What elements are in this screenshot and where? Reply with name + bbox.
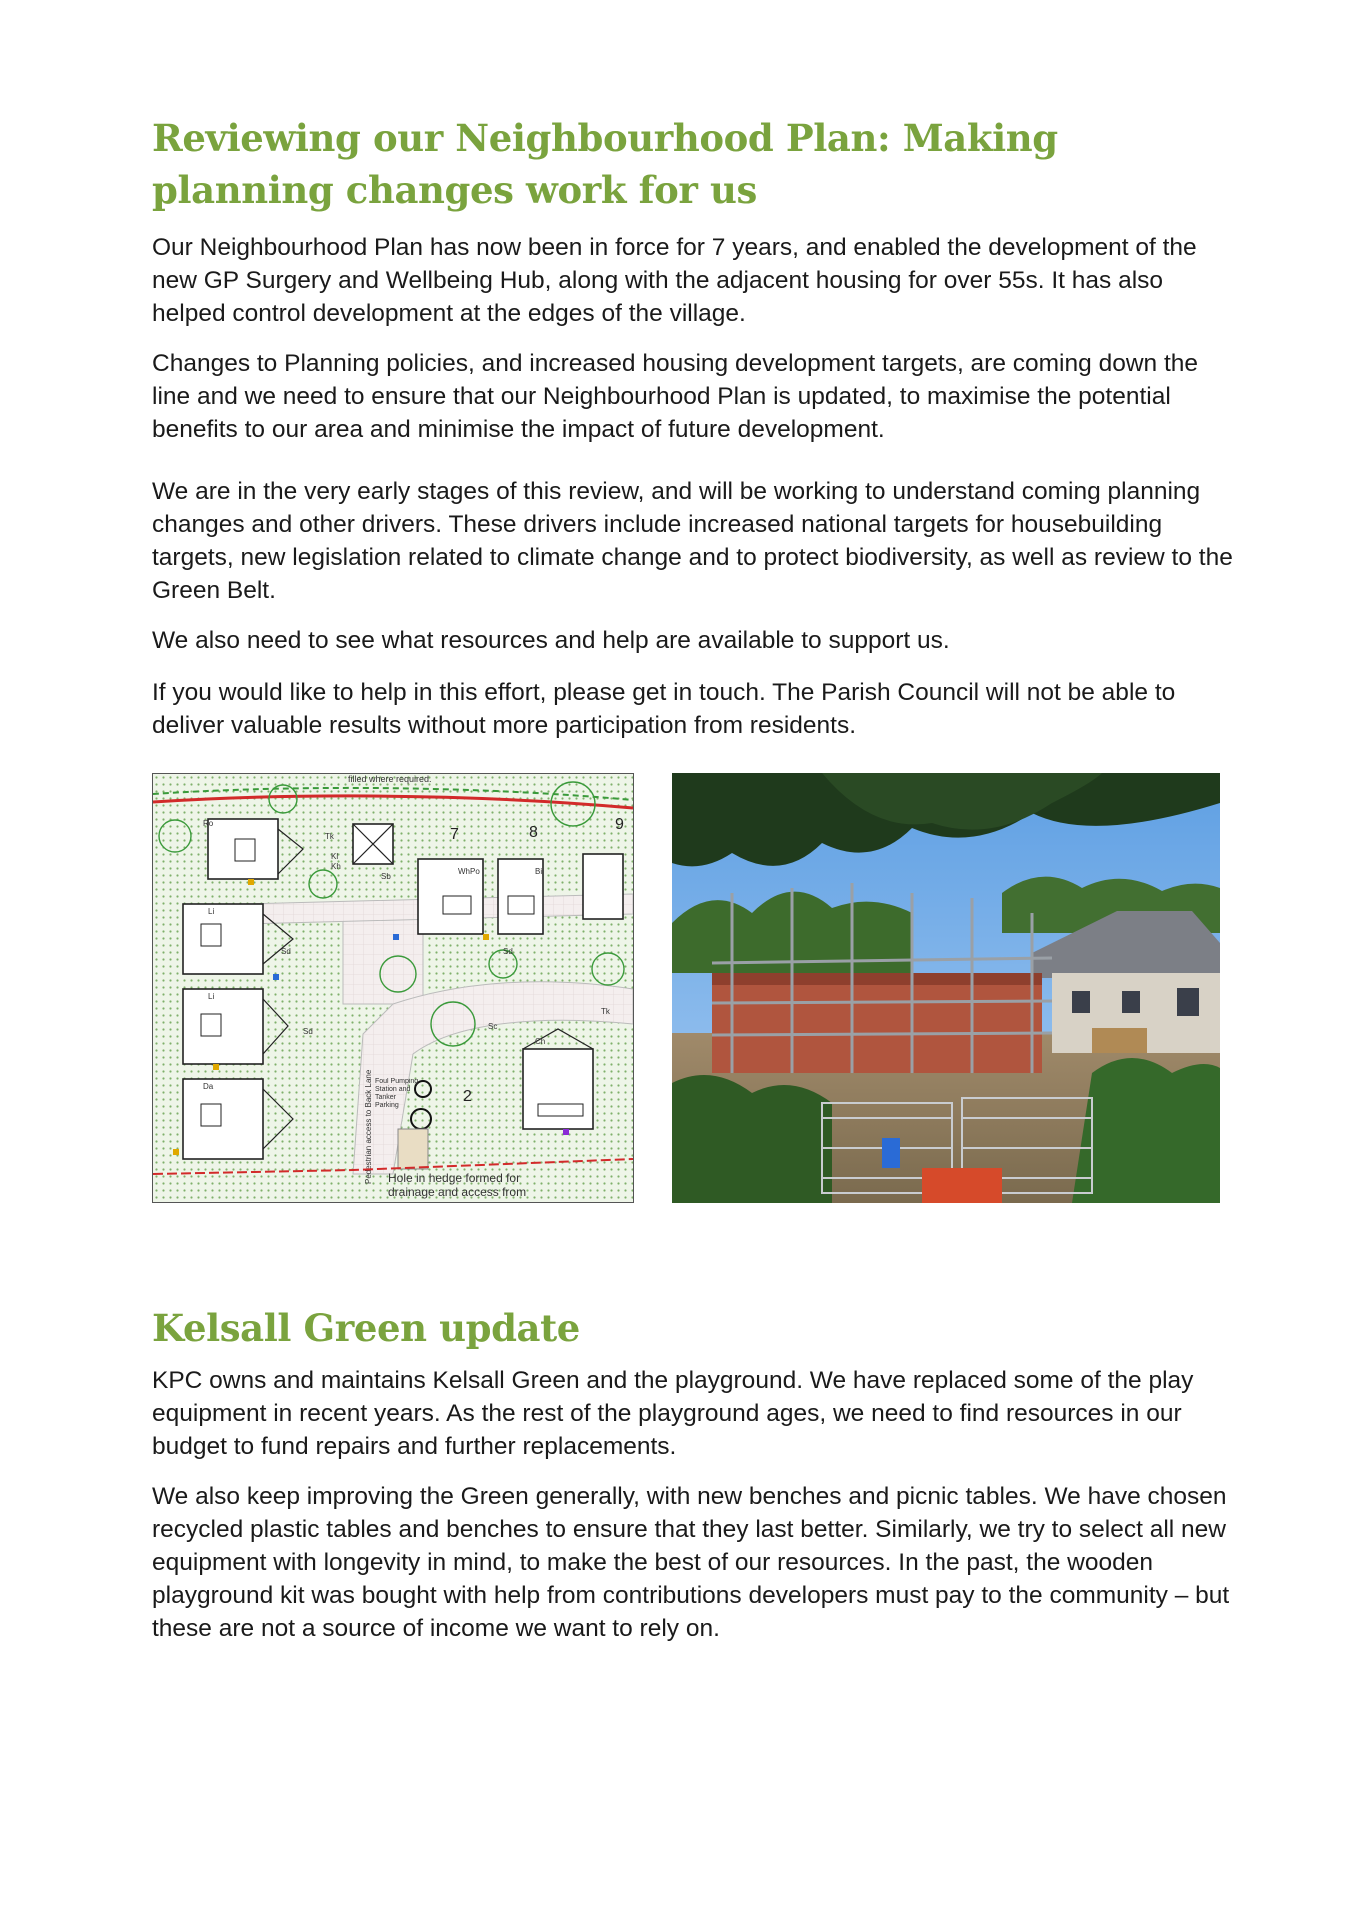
plan-label: Ch <box>535 1037 546 1046</box>
pump-station-note: Foul Pumping Station and Tanker Parking <box>375 1078 419 1109</box>
paragraph: Our Neighbourhood Plan has now been in force for 7 years, and enabled the development of the new GP Surgery and Wellbeing Hub, along with the adjacent housing for over 55s. It has also helped control development at the edges of the village. <box>152 234 1197 327</box>
plan-label: Da <box>203 1082 214 1091</box>
plan-bottom-note: Hole in hedge formed for <box>388 1171 521 1185</box>
pedestrian-access-note: Pedestrian access to Back Lane <box>364 1069 373 1184</box>
plan-label: Tk <box>601 1007 610 1016</box>
plan-label: Tk <box>325 832 334 841</box>
section-heading-kelsall-green: Kelsall Green update <box>152 1306 580 1350</box>
plan-label: Li <box>208 907 215 916</box>
plan-label: Ro <box>203 819 214 828</box>
paragraph: Changes to Planning policies, and increased housing development targets, are coming down the line and we need to ensure that our Neighbourhood Plan is updated, to maximise the potential benefits to our area and minimise the impact of future development. <box>152 350 1198 443</box>
plot-number: 7 <box>450 826 459 843</box>
paragraph: KPC owns and maintains Kelsall Green and the playground. We have replaced some of the play equipment in recent years. As the rest of the playground ages, we need to find resources in our budget to fund repairs and further replacements. <box>152 1367 1194 1460</box>
section-heading-neighbourhood-plan: Reviewing our Neighbourhood Plan: Making planning changes work for us <box>152 116 1058 212</box>
plan-label: Kh <box>331 862 341 871</box>
site-plan-drawing <box>153 774 633 1202</box>
paragraph: We are in the very early stages of this review, and will be working to understand coming planning changes and other drivers. These drivers include increased national targets for housebuilding targets, new legislation related to climate change and to protect biodiversity, as well as review to the Green Belt. <box>152 478 1233 604</box>
construction-photo <box>672 773 1220 1203</box>
plan-label: Li <box>208 992 215 1001</box>
plot-number: 9 <box>615 816 624 833</box>
plan-label: Sd <box>303 1027 313 1036</box>
plan-label: Sc <box>488 1022 498 1031</box>
paragraph: If you would like to help in this effort, please get in touch. The Parish Council will not be able to deliver valuable results without more participation from residents. <box>152 679 1176 739</box>
plan-top-note: filled where required. <box>348 774 432 784</box>
kelsall-green-section <box>152 1364 1240 1645</box>
site-plan-image <box>152 773 634 1203</box>
plan-bottom-note: drainage and access from <box>388 1185 527 1199</box>
plan-label: Sd <box>503 947 513 956</box>
plan-label: Sd <box>281 947 291 956</box>
plan-label: WhPo <box>458 867 480 876</box>
paragraph: We also need to see what resources and help are available to support us. <box>152 627 950 654</box>
plot-number: 8 <box>529 824 538 841</box>
construction-scene <box>672 773 1220 1203</box>
figure-row <box>152 773 1240 1203</box>
page-content <box>152 112 1240 1642</box>
plan-label: Sb <box>381 872 391 881</box>
paragraph: We also keep improving the Green generally, with new benches and picnic tables. We have chosen recycled plastic tables and benches to ensure that they last better. Similarly, we try to select all new equipment with longevity in mind, to make the best of our resources. In the past, the wooden playground kit was bought with help from contributions developers must pay to the community – but these are not a source of income we want to rely on. <box>152 1483 1230 1642</box>
plan-label: Bi <box>535 867 543 876</box>
plan-label: Kl <box>331 852 339 861</box>
plot-number: 2 <box>463 1088 472 1105</box>
